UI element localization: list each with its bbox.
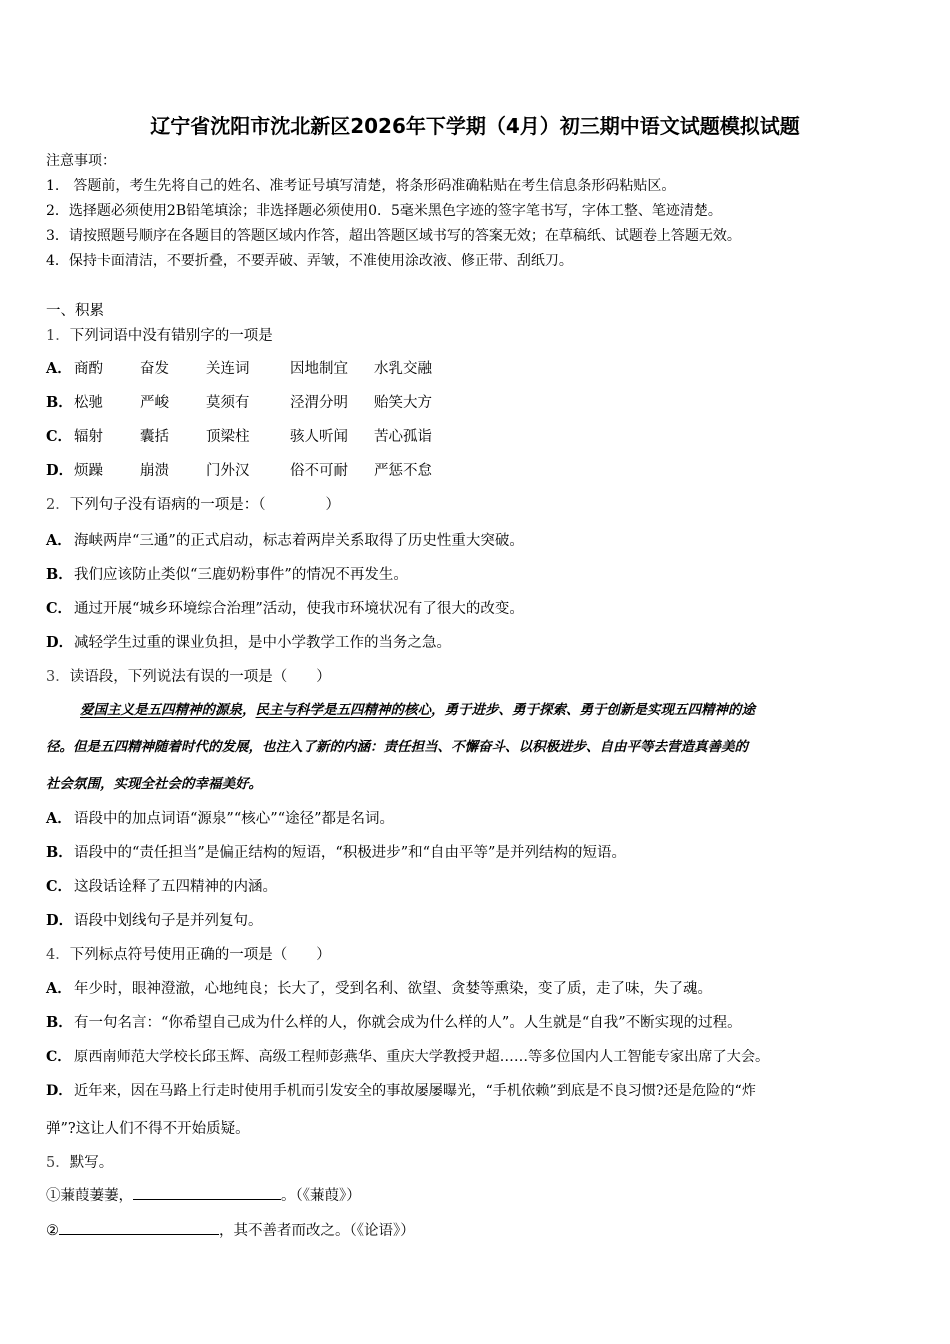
option-label: C． xyxy=(46,428,73,445)
notice-item: 3．请按照题号顺序在各题目的答题区域内作答，超出答题区域书写的答案无效；在草稿纸、试题卷上答题无效。 xyxy=(46,228,741,244)
option-word: 辐射 xyxy=(74,429,103,445)
answer-blank[interactable] xyxy=(59,1220,219,1235)
q3-option-c xyxy=(46,876,277,898)
option-word: 泾渭分明 xyxy=(290,395,348,411)
option-label: D． xyxy=(46,634,74,651)
q3-option-d xyxy=(46,910,263,932)
question-stem: 下列句子没有语病的一项是：（ xyxy=(69,497,266,513)
option-word: 俗不可耐 xyxy=(290,463,348,479)
q1-option-c xyxy=(46,426,432,448)
option-label: B． xyxy=(46,566,73,583)
option-word: 严惩不怠 xyxy=(374,463,432,479)
option-label: C． xyxy=(46,878,73,895)
fill-suffix: ，其不善者而改之。（《论语》） xyxy=(219,1223,415,1239)
answer-blank[interactable] xyxy=(133,1185,281,1200)
q4-option-a xyxy=(46,978,712,1000)
option-label: C． xyxy=(46,1049,72,1065)
notice-item: 2．选择题必须使用2B铅笔填涂；非选择题必须使用0．5毫米黑色字迹的签字笔书写，字体工整、笔迹清楚。 xyxy=(46,203,722,219)
passage-line: 社会氛围，实现全社会的幸福美好。 xyxy=(46,776,262,792)
option-text: 我们应该防止类似“三鹿奶粉事件”的情况不再发生。 xyxy=(74,567,408,583)
q4-option-d-continued: 弹”?这让人们不得不开始质疑。 xyxy=(46,1121,250,1137)
option-label: D． xyxy=(46,1083,73,1099)
question-number: 5． xyxy=(46,1155,70,1171)
page-title: 辽宁省沈阳市沈北新区2026年下学期（4月）初三期中语文试题模拟试题 xyxy=(150,114,800,138)
passage-line: 径。但是五四精神随着时代的发展，也注入了新的内涵：责任担当、不懈奋斗、以积极进步、自由平等去营造真善美的 xyxy=(46,739,748,755)
underlined-sentence: 爱国主义是五四精神的源泉 xyxy=(80,702,242,718)
question-3 xyxy=(46,666,331,688)
option-text: 海峡两岸“三通”的正式启动，标志着两岸关系取得了历史性重大突破。 xyxy=(74,533,524,549)
q4-option-c xyxy=(46,1046,769,1068)
notice-heading: 注意事项： xyxy=(46,153,116,169)
option-word: 苦心孤诣 xyxy=(374,429,432,445)
option-label: A． xyxy=(46,360,72,377)
q2-option-c xyxy=(46,598,524,620)
option-label: D． xyxy=(46,912,74,929)
option-word: 莫须有 xyxy=(206,395,250,411)
q3-option-b xyxy=(46,842,626,864)
question-5 xyxy=(46,1152,113,1174)
q4-option-d xyxy=(46,1080,756,1102)
option-text: 通过开展“城乡环境综合治理”活动，使我市环境状况有了很大的改变。 xyxy=(74,601,524,617)
option-word: 贻笑大方 xyxy=(374,395,432,411)
option-word: 商酌 xyxy=(74,361,103,377)
question-number: 1． xyxy=(46,328,70,344)
question-stem: 下列标点符号使用正确的一项是（ ） xyxy=(69,947,331,963)
option-text: 近年来，因在马路上行走时使用手机而引发安全的事故屡屡曝光，“手机依赖”到底是不良习惯?还是危险的“炸 xyxy=(74,1083,756,1099)
q1-option-b xyxy=(46,392,432,414)
q2-option-a xyxy=(46,530,524,552)
fill-prefix: ② xyxy=(46,1223,59,1239)
section-heading: 一、积累 xyxy=(46,303,104,319)
option-word: 水乳交融 xyxy=(374,361,432,377)
q2-option-d xyxy=(46,632,451,654)
q2-option-b xyxy=(46,564,408,586)
question-number: 4． xyxy=(46,947,70,963)
q1-option-a xyxy=(46,358,432,380)
question-2 xyxy=(46,494,340,516)
option-text: 有一句名言：“你希望自己成为什么样的人，你就会成为什么样的人”。人生就是“自我”不断实现的过程。 xyxy=(74,1015,742,1031)
passage-comma: ， xyxy=(242,702,256,718)
question-number: 3． xyxy=(46,669,70,685)
question-4 xyxy=(46,944,331,966)
q3-option-a xyxy=(46,808,394,830)
question-stem: 下列词语中没有错别字的一项是 xyxy=(69,328,273,344)
notice-item: 4．保持卡面清洁，不要折叠，不要弄破、弄皱，不准使用涂改液、修正带、刮纸刀。 xyxy=(46,253,573,269)
fill-suffix: 。（《蒹葭》） xyxy=(281,1188,361,1204)
option-word: 烦躁 xyxy=(74,463,103,479)
option-text: 原西南师范大学校长邱玉辉、高级工程师彭燕华、重庆大学教授尹超……等多位国内人工智能专家出席了大会。 xyxy=(74,1049,770,1065)
option-text: 语段中的加点词语“源泉”“核心”“途径”都是名词。 xyxy=(74,811,394,827)
underlined-sentence: 民主与科学是五四精神的核心 xyxy=(255,702,431,718)
option-label: A． xyxy=(46,980,72,997)
fill-in-item-1 xyxy=(46,1185,361,1207)
passage-text: ，勇于进步、勇于探索、勇于创新是实现五四精神的途 xyxy=(431,702,755,718)
option-word: 关连词 xyxy=(206,361,250,377)
option-text: 语段中划线句子是并列复句。 xyxy=(74,913,263,929)
paren-close: ） xyxy=(325,497,340,513)
option-word: 奋发 xyxy=(140,361,169,377)
q4-option-b xyxy=(46,1012,742,1034)
question-stem: 读语段，下列说法有误的一项是（ ） xyxy=(69,669,331,685)
notice-item: 1. 答题前，考生先将自己的姓名、准考证号填写清楚，将条形码准确粘贴在考生信息条形码粘贴区。 xyxy=(46,178,676,194)
option-word: 门外汉 xyxy=(206,463,250,479)
option-text: 减轻学生过重的课业负担，是中小学教学工作的当务之急。 xyxy=(74,635,451,651)
q1-option-d xyxy=(46,460,432,482)
option-label: A． xyxy=(46,532,72,549)
option-word: 松驰 xyxy=(74,395,103,411)
option-label: B． xyxy=(46,1014,73,1031)
passage-line xyxy=(80,699,755,721)
option-word: 因地制宜 xyxy=(290,361,348,377)
option-word: 囊括 xyxy=(140,429,169,445)
fill-in-item-2 xyxy=(46,1220,415,1242)
option-text: 这段话诠释了五四精神的内涵。 xyxy=(74,879,277,895)
option-text: 年少时，眼神澄澈，心地纯良；长大了，受到名利、欲望、贪婪等熏染，变了质，走了味，失了魂。 xyxy=(74,981,712,997)
question-number: 2． xyxy=(46,497,70,513)
option-label: C． xyxy=(46,600,73,617)
option-label: B． xyxy=(46,394,73,411)
option-word: 严峻 xyxy=(140,395,169,411)
option-word: 顶梁柱 xyxy=(206,429,250,445)
option-word: 骇人听闻 xyxy=(290,429,348,445)
option-label: B． xyxy=(46,844,73,861)
fill-prefix: ①蒹葭萋萋， xyxy=(46,1188,133,1204)
question-1 xyxy=(46,325,273,347)
question-stem: 默写。 xyxy=(69,1155,114,1171)
option-text: 语段中的“责任担当”是偏正结构的短语，“积极进步”和“自由平等”是并列结构的短语。 xyxy=(74,845,626,861)
option-label: A． xyxy=(46,810,72,827)
option-label: D． xyxy=(46,462,74,479)
option-word: 崩溃 xyxy=(140,463,169,479)
